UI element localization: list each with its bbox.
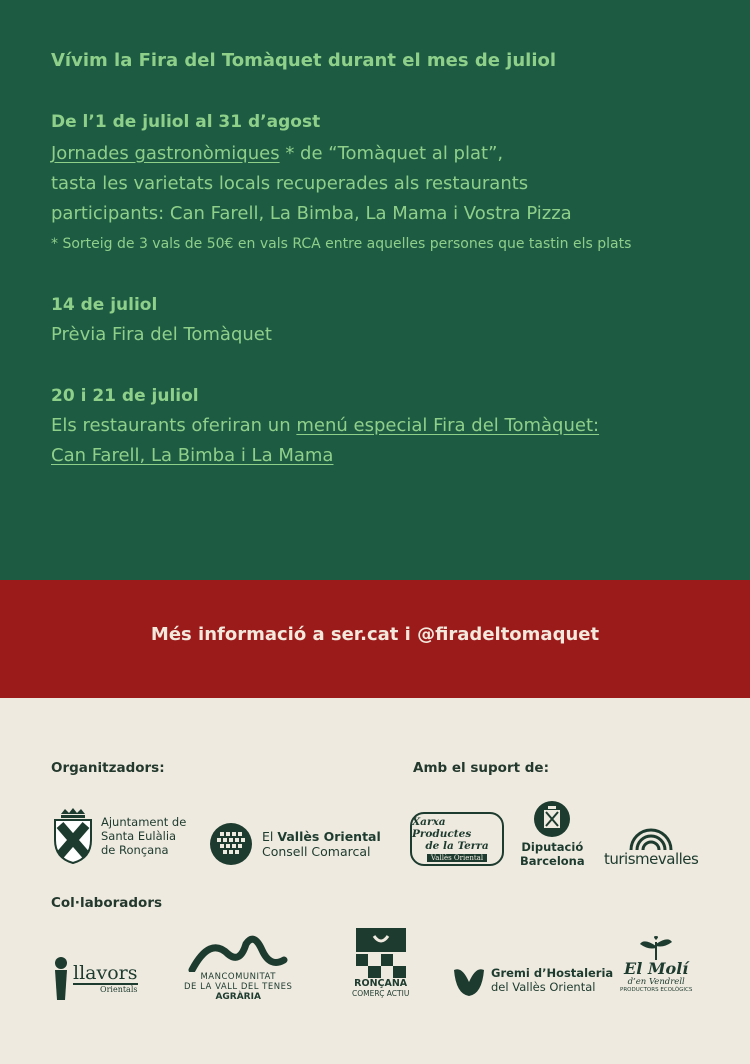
- xarxa-line2: de la Terra: [425, 840, 489, 852]
- section3-line1-pre: Els restaurants oferiran un: [51, 415, 297, 436]
- section1-note: * Sorteig de 3 vals de 50€ en vals RCA entre aquelles persones que tastin els plats: [51, 236, 632, 252]
- info-text: Més informació a ser.cat i @firadeltomaquet: [150, 624, 600, 645]
- gremi-hostaleria-logo: [452, 962, 613, 998]
- llavors-figure-icon: [51, 956, 71, 1000]
- roncana-line1: RONÇANA: [354, 978, 408, 989]
- mancomunitat-mountains-icon: [188, 934, 288, 972]
- roncana-comerc-logo: [352, 928, 409, 998]
- jornades-link[interactable]: Jornades gastronòmiques: [51, 143, 280, 164]
- info-banner: [0, 580, 750, 698]
- llavors-line1: llavors: [73, 961, 138, 984]
- plant-icon: [636, 936, 676, 960]
- moli-line3: PRODUCTORS ECOLÒGICS: [620, 987, 693, 993]
- coat-of-arms-icon: [51, 808, 95, 864]
- mancomunitat-line1: MANCOMUNITAT: [200, 972, 276, 982]
- ajuntament-line2: Santa Eulàlia: [101, 829, 177, 843]
- ajuntament-line3: de Ronçana: [101, 843, 169, 857]
- section1-title: De l’1 de juliol al 31 d’agost: [51, 112, 321, 132]
- diputacio-icon: [533, 800, 571, 838]
- diputacio-line1: Diputació: [521, 840, 584, 854]
- section1-line3: participants: Can Farell, La Bimba, La Mama i Vostra Pizza: [51, 203, 572, 224]
- valles-line1-b: Vallès Oriental: [277, 829, 381, 844]
- llavors-logo: [51, 956, 138, 1000]
- restaurants-link[interactable]: Can Farell, La Bimba i La Mama: [51, 445, 334, 466]
- mancomunitat-line2: DE LA VALL DEL TENES: [184, 982, 293, 992]
- mancomunitat-line3: AGRÀRIA: [215, 992, 261, 1002]
- menu-especial-link[interactable]: menú especial Fira del Tomàquet:: [296, 415, 600, 436]
- section1-line2: tasta les varietats locals recuperades als restaurants: [51, 173, 529, 194]
- llavors-line2: Orientals: [73, 983, 138, 994]
- section1-line1-rest: * de “Tomàquet al plat”,: [279, 143, 504, 164]
- valles-line2: Consell Comarcal: [262, 844, 371, 859]
- collaborators-label: Col·laboradors: [51, 895, 163, 911]
- moli-line1: El Molí: [624, 959, 689, 978]
- diputacio-logo: [520, 800, 585, 868]
- mancomunitat-logo: [184, 934, 292, 1002]
- xarxa-line1: Xarxa Productes: [412, 816, 472, 840]
- section3-line1: [51, 411, 599, 441]
- valles-line1-a: El: [262, 829, 278, 844]
- section2-title: 14 de juliol: [51, 295, 158, 315]
- shopping-bag-icon: [356, 928, 406, 978]
- diputacio-line2: Barcelona: [520, 854, 585, 868]
- valles-oriental-icon: [208, 822, 254, 866]
- section3-line2: [51, 441, 333, 471]
- support-label: Amb el suport de:: [413, 760, 549, 776]
- gremi-line2: del Vallès Oriental: [491, 980, 596, 994]
- turismevalles-logo: [604, 828, 698, 868]
- valles-oriental-logo: [208, 822, 381, 866]
- xarxa-productes-logo: [410, 812, 504, 866]
- moli-line2: d’en Vendrell: [627, 977, 685, 987]
- section1-line1: [51, 139, 503, 169]
- section2-text: Prèvia Fira del Tomàquet: [51, 324, 272, 345]
- organizers-label: Organitzadors:: [51, 760, 165, 776]
- turismevalles-text: turismevalles: [604, 850, 699, 868]
- roncana-line2: COMERÇ ACTIU: [352, 989, 410, 998]
- section3-title: 20 i 21 de juliol: [51, 386, 199, 406]
- turisme-arc-icon: [625, 828, 677, 850]
- ajuntament-line1: Ajuntament de: [101, 815, 187, 829]
- ajuntament-logo: [51, 808, 186, 864]
- valles-line1: [262, 829, 381, 844]
- xarxa-line3: Vallès Oriental: [427, 854, 487, 862]
- sponsors-section: [0, 698, 750, 1064]
- gremi-line1: Gremi d’Hostaleria: [491, 966, 614, 980]
- el-moli-logo: [620, 936, 692, 993]
- leaf-icon: [452, 962, 486, 998]
- intro-heading: Vívim la Fira del Tomàquet durant el mes de juliol: [51, 50, 557, 71]
